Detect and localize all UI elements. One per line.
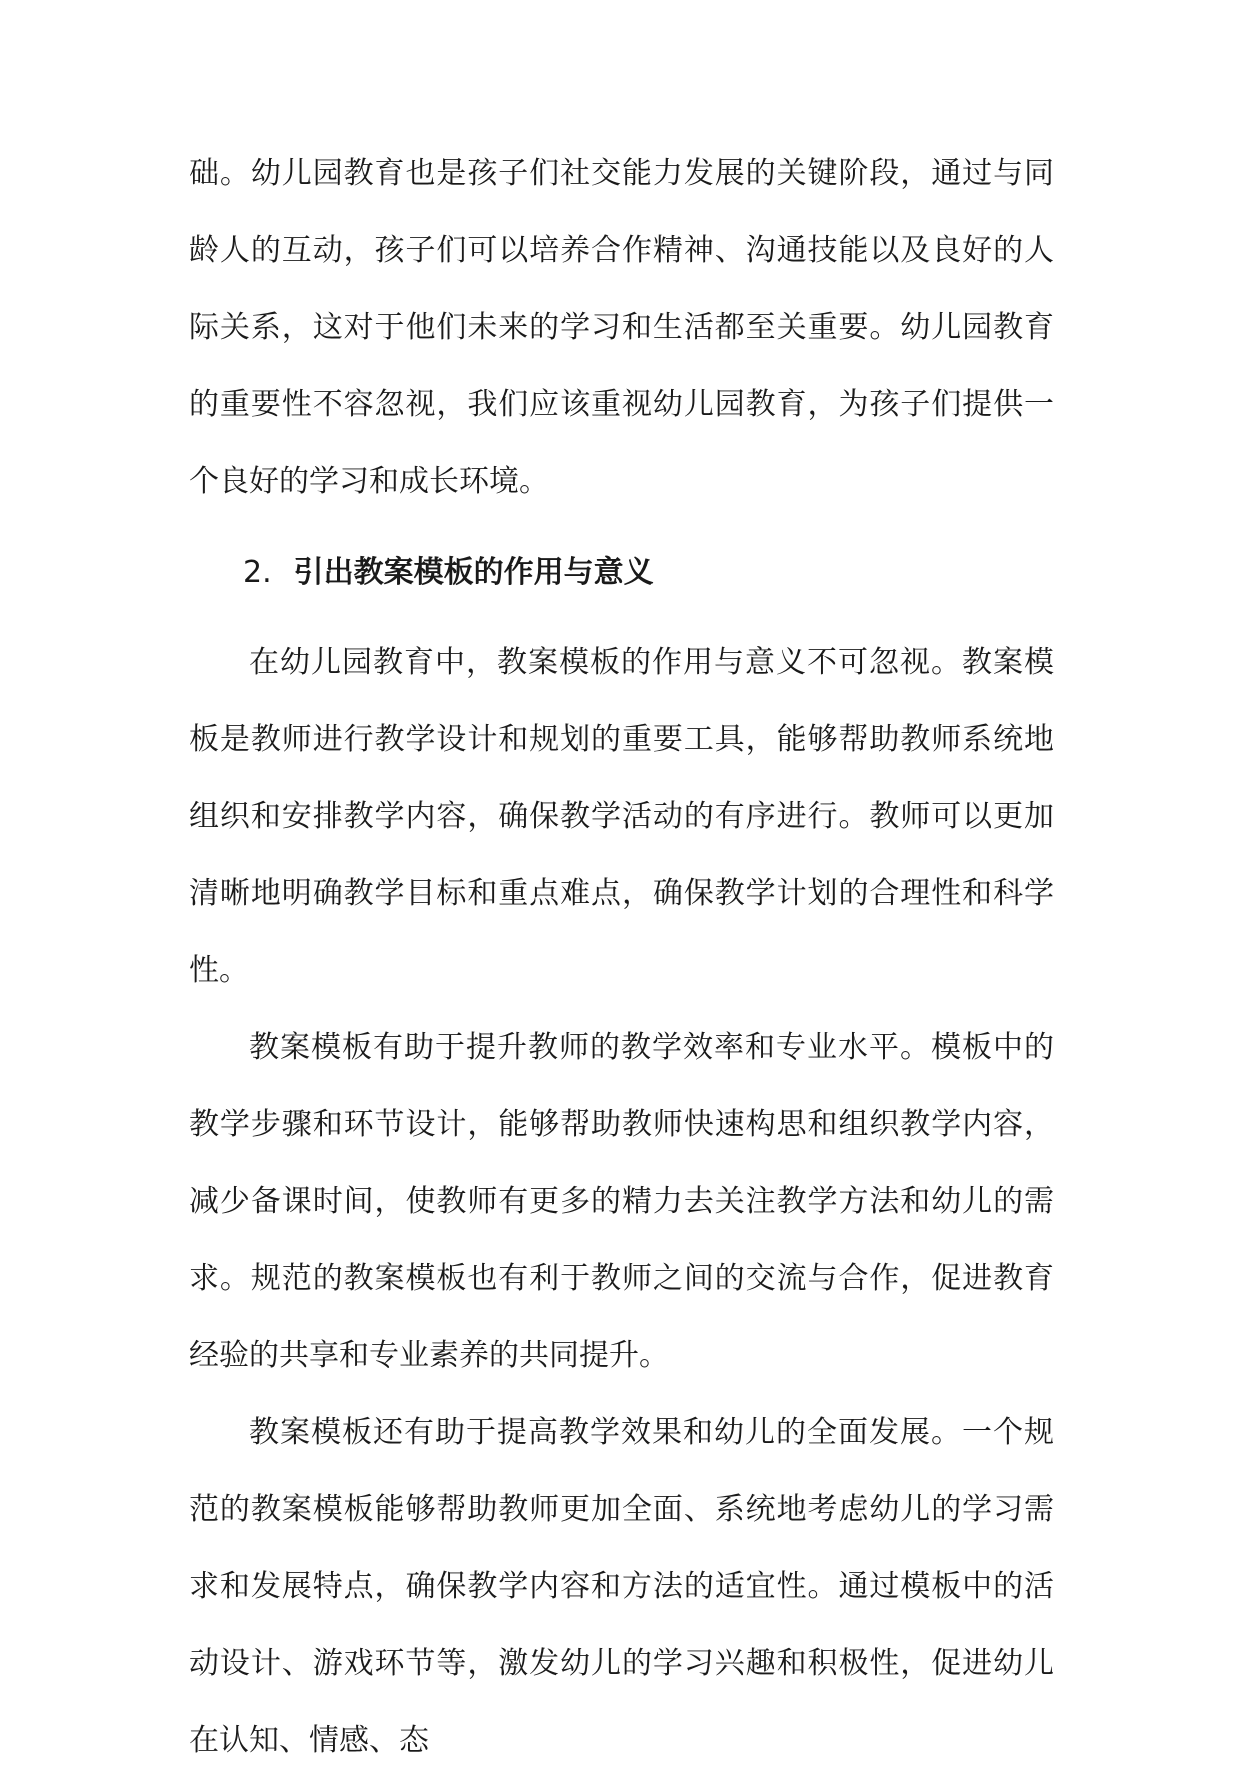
section-title: 引出教案模板的作用与意义 [293,555,654,590]
section-number: 2. [243,555,272,590]
continuation-paragraph: 础。幼儿园教育也是孩子们社交能力发展的关键阶段，通过与同龄人的互动，孩子们可以培养合作精神、沟通技能以及良好的人际关系，这对于他们未来的学习和生活都至关重要。幼儿园教育的重要性不容忽视，我们应该重视幼儿园教育，为孩子们提供一个良好的学习和成长环境。 [189,156,1054,499]
section-heading [189,534,1054,611]
document-body [189,135,1054,1779]
body-paragraph-1: 在幼儿园教育中，教案模板的作用与意义不可忽视。教案模板是教师进行教学设计和规划的重要工具，能够帮助教师系统地组织和安排教学内容，确保教学活动的有序进行。教师可以更加清晰地明确教学目标和重点难点，确保教学计划的合理性和科学性。 [189,645,1054,988]
body-paragraph-3: 教案模板还有助于提高教学效果和幼儿的全面发展。一个规范的教案模板能够帮助教师更加全面、系统地考虑幼儿的学习需求和发展特点，确保教学内容和方法的适宜性。通过模板中的活动设计、游戏环节等，激发幼儿的学习兴趣和积极性，促进幼儿在认知、情感、态 [189,1415,1054,1758]
body-paragraph-2: 教案模板有助于提升教师的教学效率和专业水平。模板中的教学步骤和环节设计，能够帮助教师快速构思和组织教学内容，减少备课时间，使教师有更多的精力去关注教学方法和幼儿的需求。规范的教案模板也有利于教师之间的交流与合作，促进教育经验的共享和专业素养的共同提升。 [189,1030,1054,1373]
